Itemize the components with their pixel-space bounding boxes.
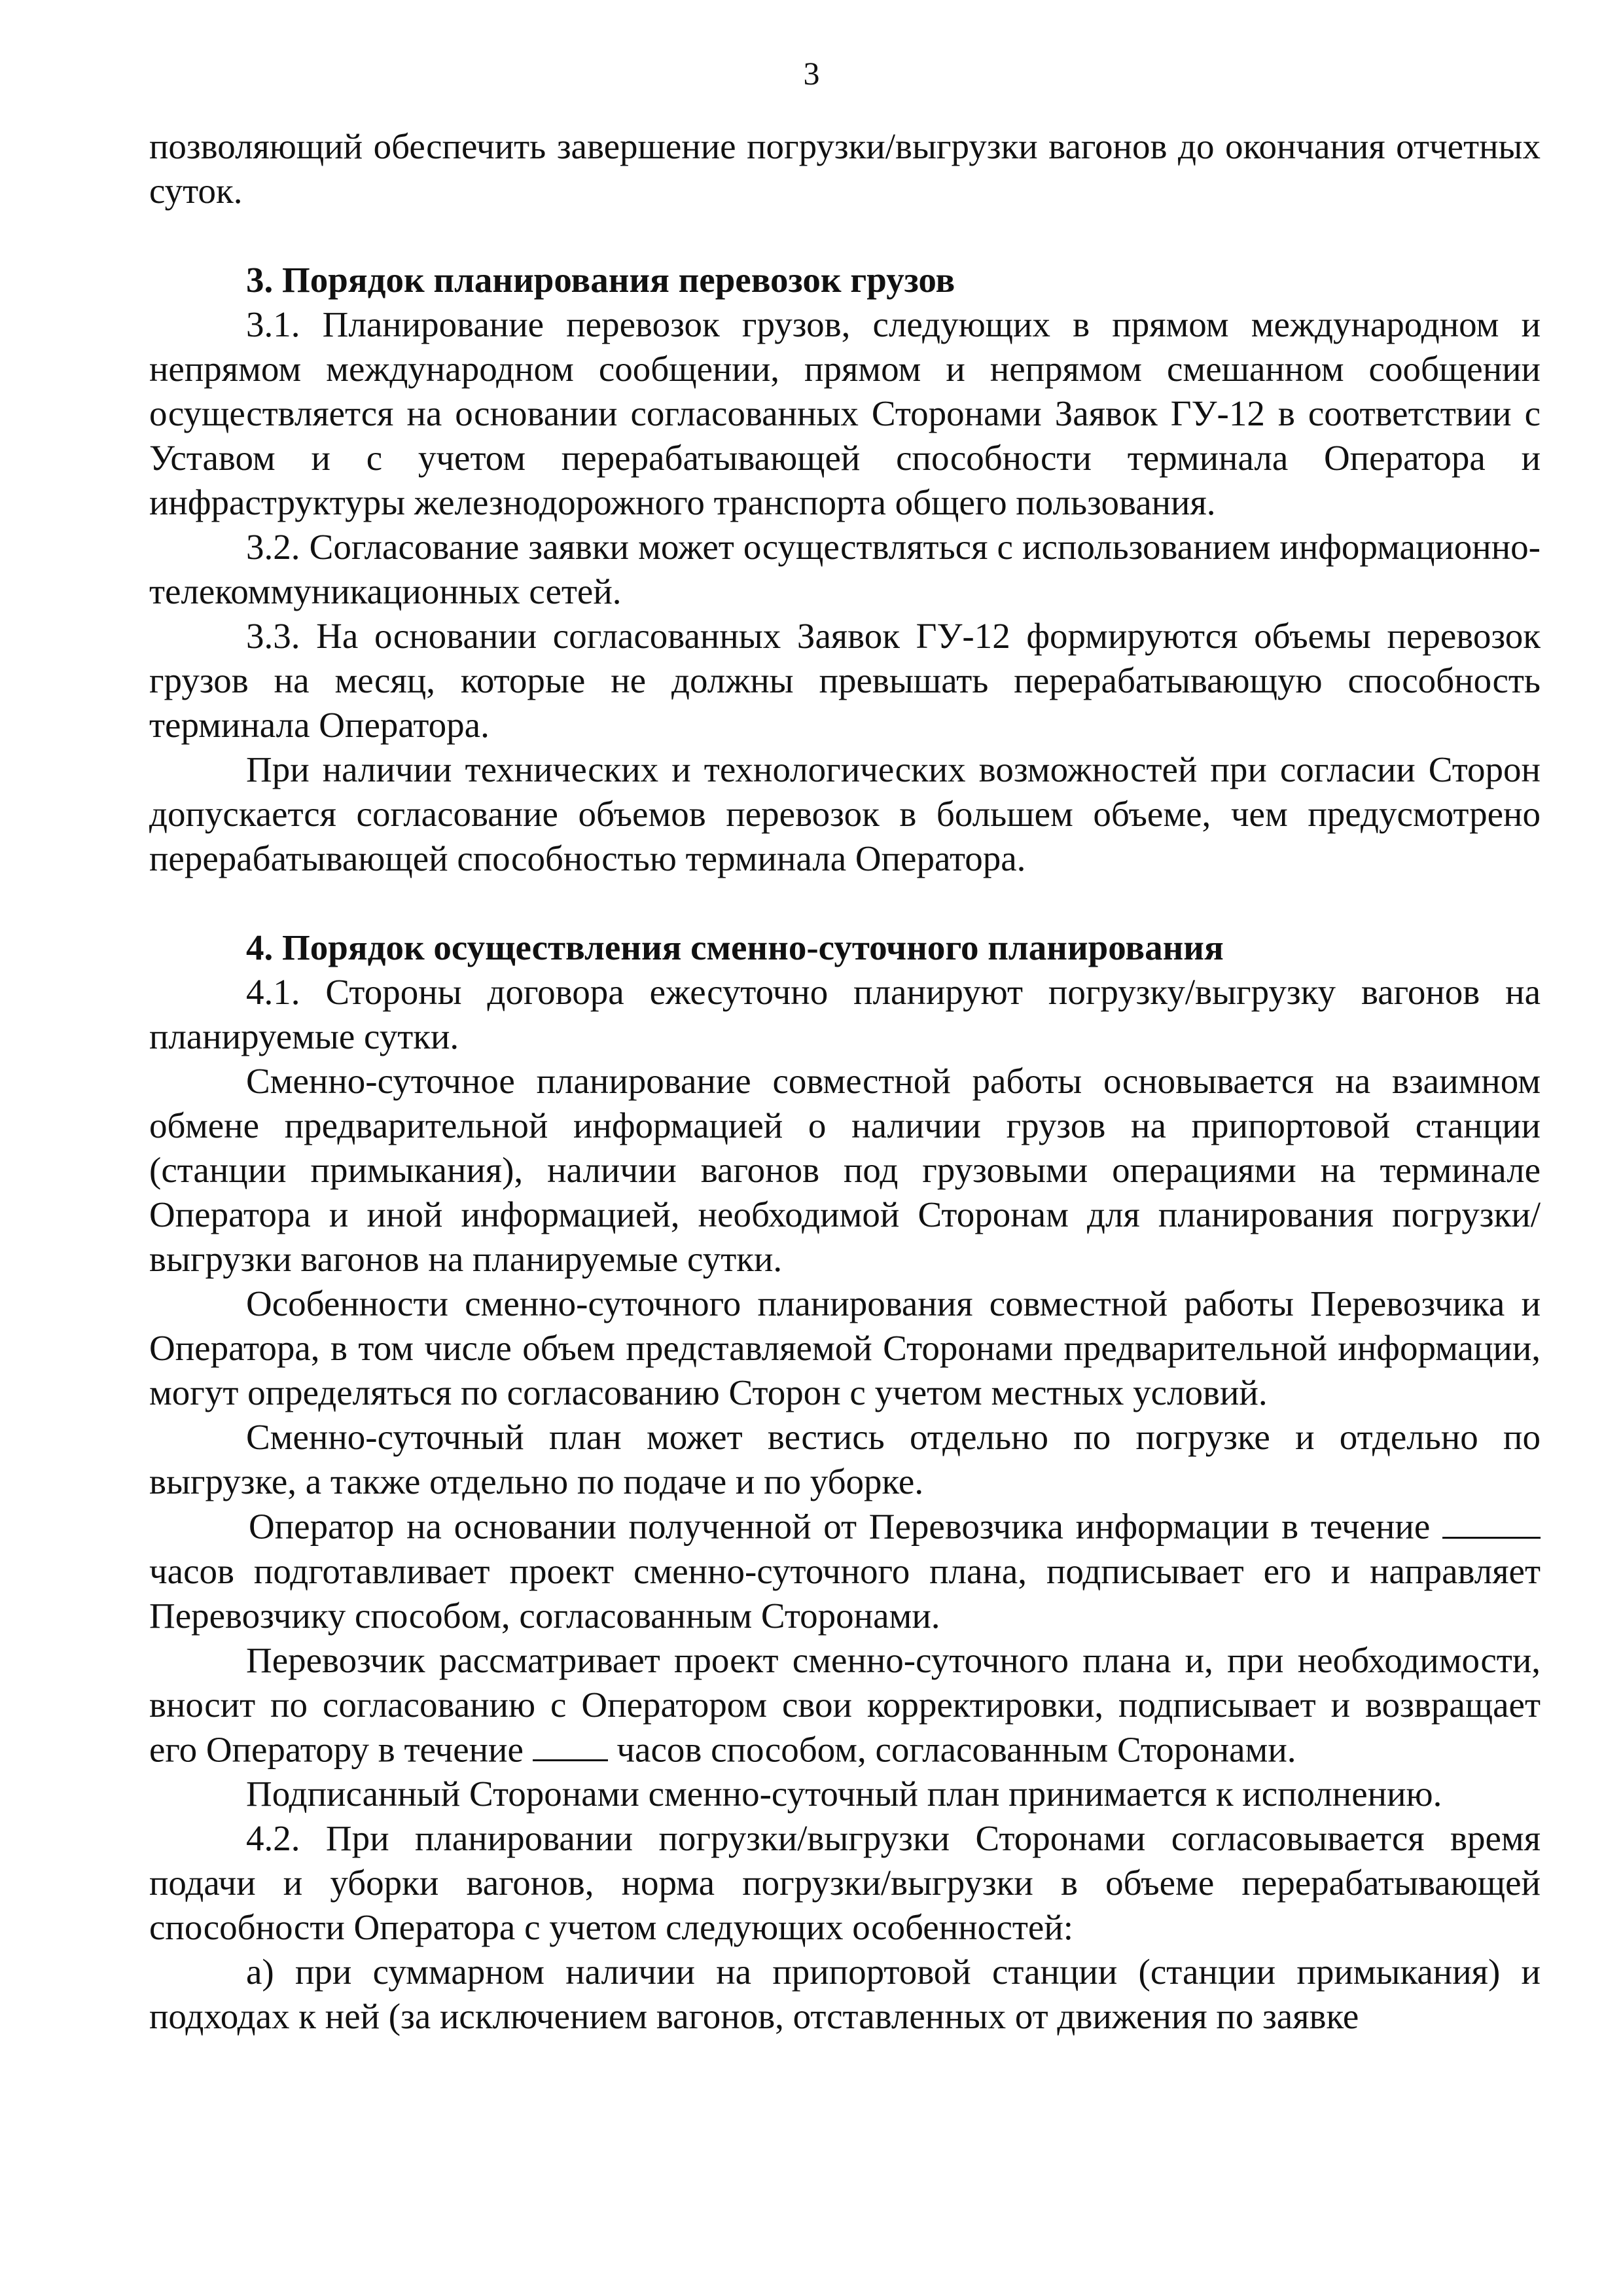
spacer: [149, 213, 1541, 258]
carrier-text-end: часов способом, согласованным Сторонами.: [616, 1729, 1296, 1769]
spacer: [149, 881, 1541, 925]
hours-blank-field: [533, 1727, 608, 1762]
clause-4-1-carrier-paragraph: [149, 1638, 1541, 1772]
document-body: [149, 124, 1541, 2039]
clause-4-1-paragraph: Сменно-суточное планирование совместной работы основывается на взаимном обмене предварительной информацией о наличии грузов на припортовой станции (станции примыкания), наличии вагонов под грузовыми операциями на терминале Оператора и иной информацией, необходимой Сторонам для планирования погрузки/выгрузки вагонов на планируемые сутки.: [149, 1061, 1541, 1279]
clause-3-3: 3.3. На основании согласованных Заявок ГУ-12 формируются объемы перевозок грузов на месяц, которые не должны превышать перерабатывающую способность терминала Оператора.: [149, 616, 1541, 745]
clause-3-2: 3.2. Согласование заявки может осуществляться с использованием информационно-телекоммуникационных сетей.: [149, 527, 1541, 611]
clause-4-1-operator-paragraph: [149, 1504, 1541, 1638]
clause-3-1: 3.1. Планирование перевозок грузов, следующих в прямом международном и непрямом международном сообщении, прямом и непрямом смешанном сообщении осуществляется на основании согласованных Сторонами Заявок ГУ-12 в соответствии с Уставом и с учетом перерабатывающей способности терминала Оператора и инфраструктуры железнодорожного транспорта общего пользования.: [149, 304, 1541, 522]
clause-4-2-item-a: а) при суммарном наличии на припортовой станции (станции примыкания) и подходах к ней (за исключением вагонов, отставленных от движения по заявке: [149, 1952, 1541, 2036]
clause-4-1: 4.1. Стороны договора ежесуточно планируют погрузку/выгрузку вагонов на планируемые сутки.: [149, 972, 1541, 1056]
clause-4-1-signed-plan: Подписанный Сторонами сменно-суточный план принимается к исполнению.: [246, 1774, 1442, 1814]
page-number: 3: [803, 55, 820, 92]
carrier-text-start: Перевозчик рассматривает проект сменно-суточного плана и, при необходимости, вносит по согласованию с Оператором свои корректировки, подписывает и возвращает его Оператору в течение: [149, 1640, 1541, 1769]
operator-text-end: часов подготавливает проект сменно-суточного плана, подписывает его и направляет Перевозчику способом, согласованным Сторонами.: [149, 1551, 1541, 1636]
paragraph-continuation: позволяющий обеспечить завершение погрузки/выгрузки вагонов до окончания отчетных суток.: [149, 126, 1541, 211]
section-heading-4: 4. Порядок осуществления сменно-суточного планирования: [246, 927, 1224, 967]
section-heading-3: 3. Порядок планирования перевозок грузов: [246, 260, 955, 300]
clause-3-3-continuation: При наличии технических и технологических возможностей при согласии Сторон допускается согласование объемов перевозок в большем объеме, чем предусмотрено перерабатывающей способностью терминала Оператора.: [149, 749, 1541, 878]
clause-4-1-paragraph: Сменно-суточный план может вестись отдельно по погрузке и отдельно по выгрузке, а также отдельно по подаче и по уборке.: [149, 1417, 1541, 1501]
hours-blank-field: [1442, 1504, 1541, 1539]
operator-text-start: Оператор на основании полученной от Перевозчика информации в течение: [249, 1506, 1431, 1547]
clause-4-1-paragraph: Особенности сменно-суточного планирования совместной работы Перевозчика и Оператора, в том числе объем представляемой Сторонами предварительной информации, могут определяться по согласованию Сторон с учетом местных условий.: [149, 1283, 1541, 1412]
clause-4-2: 4.2. При планировании погрузки/выгрузки Сторонами согласовывается время подачи и уборки вагонов, норма погрузки/выгрузки в объеме перерабатывающей способности Оператора с учетом следующих особенностей:: [149, 1818, 1541, 1947]
